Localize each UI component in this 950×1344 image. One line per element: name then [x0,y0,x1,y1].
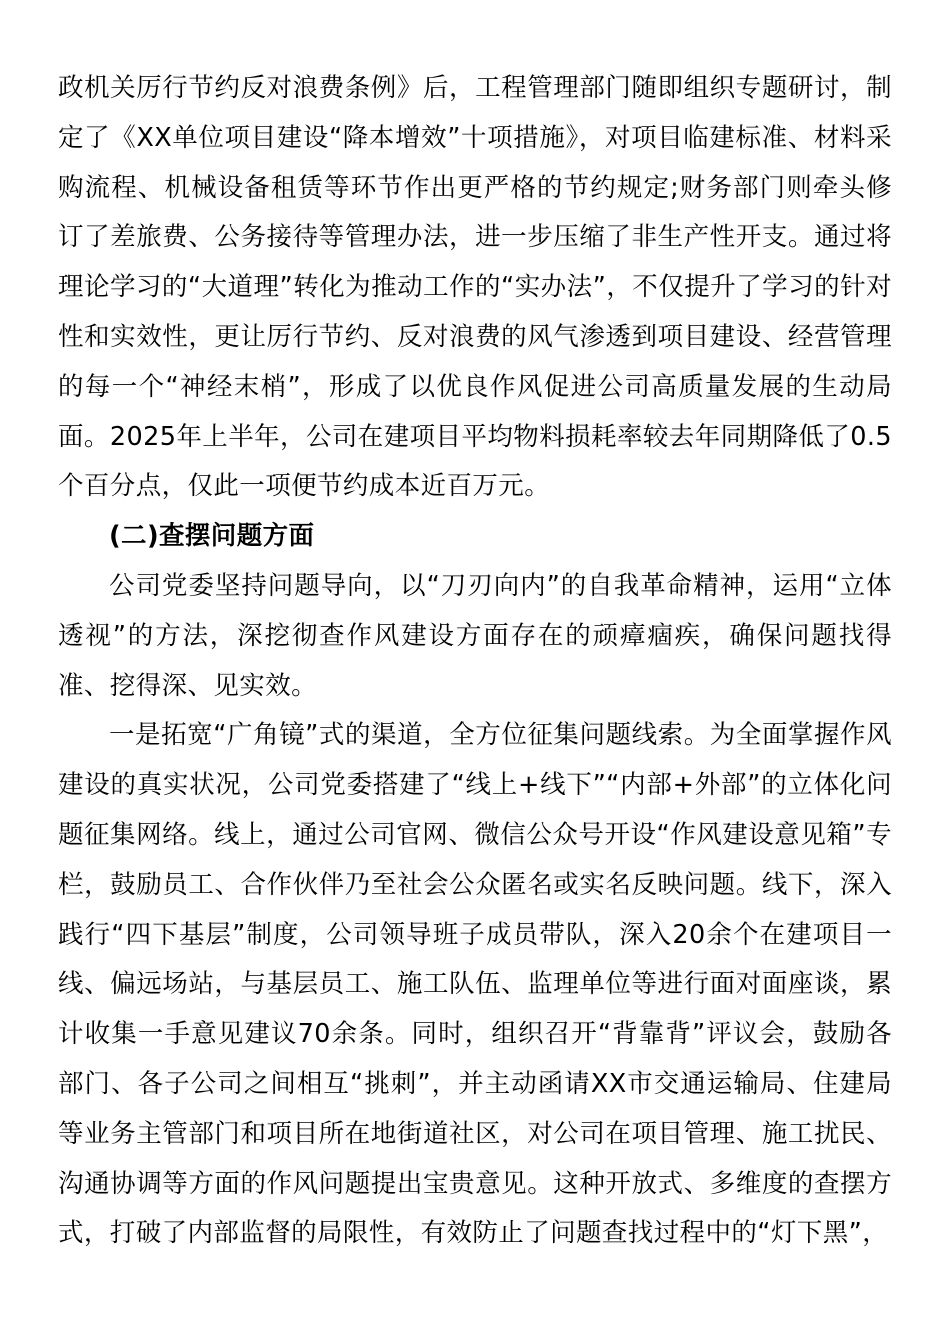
paragraph-wide-angle-channels: 一是拓宽“广角镜”式的渠道，全方位征集问题线索。为全面掌握作风建设的真实状况，公司党委搭建了“线上+线下”“内部+外部”的立体化问题征集网络。线上，通过公司官网、微信公众号开设“作风建设意见箱”专栏，鼓励员工、合作伙伴乃至社会公众匿名或实名反映问题。线下，深入践行“四下基层”制度，公司领导班子成员带队，深入20余个在建项目一线、偏远场站，与基层员工、施工队伍、监理单位等进行面对面座谈，累计收集一手意见建议70余条。同时，组织召开“背靠背”评议会，鼓励各部门、各子公司之间相互“挑刺”，并主动函请XX市交通运输局、住建局等业务主管部门和项目所在地街道社区，对公司在项目管理、施工扰民、沟通协调等方面的作风问题提出宝贵意见。这种开放式、多维度的查摆方式，打破了内部监督的局限性，有效防止了问题查找过程中的“灯下黑”， [58,720,892,1249]
paragraph-problem-orientation: 公司党委坚持问题导向，以“刀刃向内”的自我革命精神，运用“立体透视”的方法，深挖彻查作风建设方面存在的顽瘴痼疾，确保问题找得准、挖得深、见实效。 [58,570,892,701]
paragraph-cost-saving: 政机关厉行节约反对浪费条例》后，工程管理部门随即组织专题研讨，制定了《XX单位项目建设“降本增效”十项措施》，对项目临建标准、材料采购流程、机械设备租赁等环节作出更严格的节约规定;财务部门则牵头修订了差旅费、公务接待等管理办法，进一步压缩了非生产性开支。通过将理论学习的“大道理”转化为推动工作的“实办法”，不仅提升了学习的针对性和实效性，更让厉行节约、反对浪费的风气渗透到项目建设、经营管理的每一个“神经末梢”，形成了以优良作风促进公司高质量发展的生动局面。2025年上半年，公司在建项目平均物料损耗率较去年同期降低了0.5个百分点，仅此一项便节约成本近百万元。 [58,73,892,502]
document-page [58,64,892,1259]
section-heading-problem-finding: (二)查摆问题方面 [109,521,315,552]
